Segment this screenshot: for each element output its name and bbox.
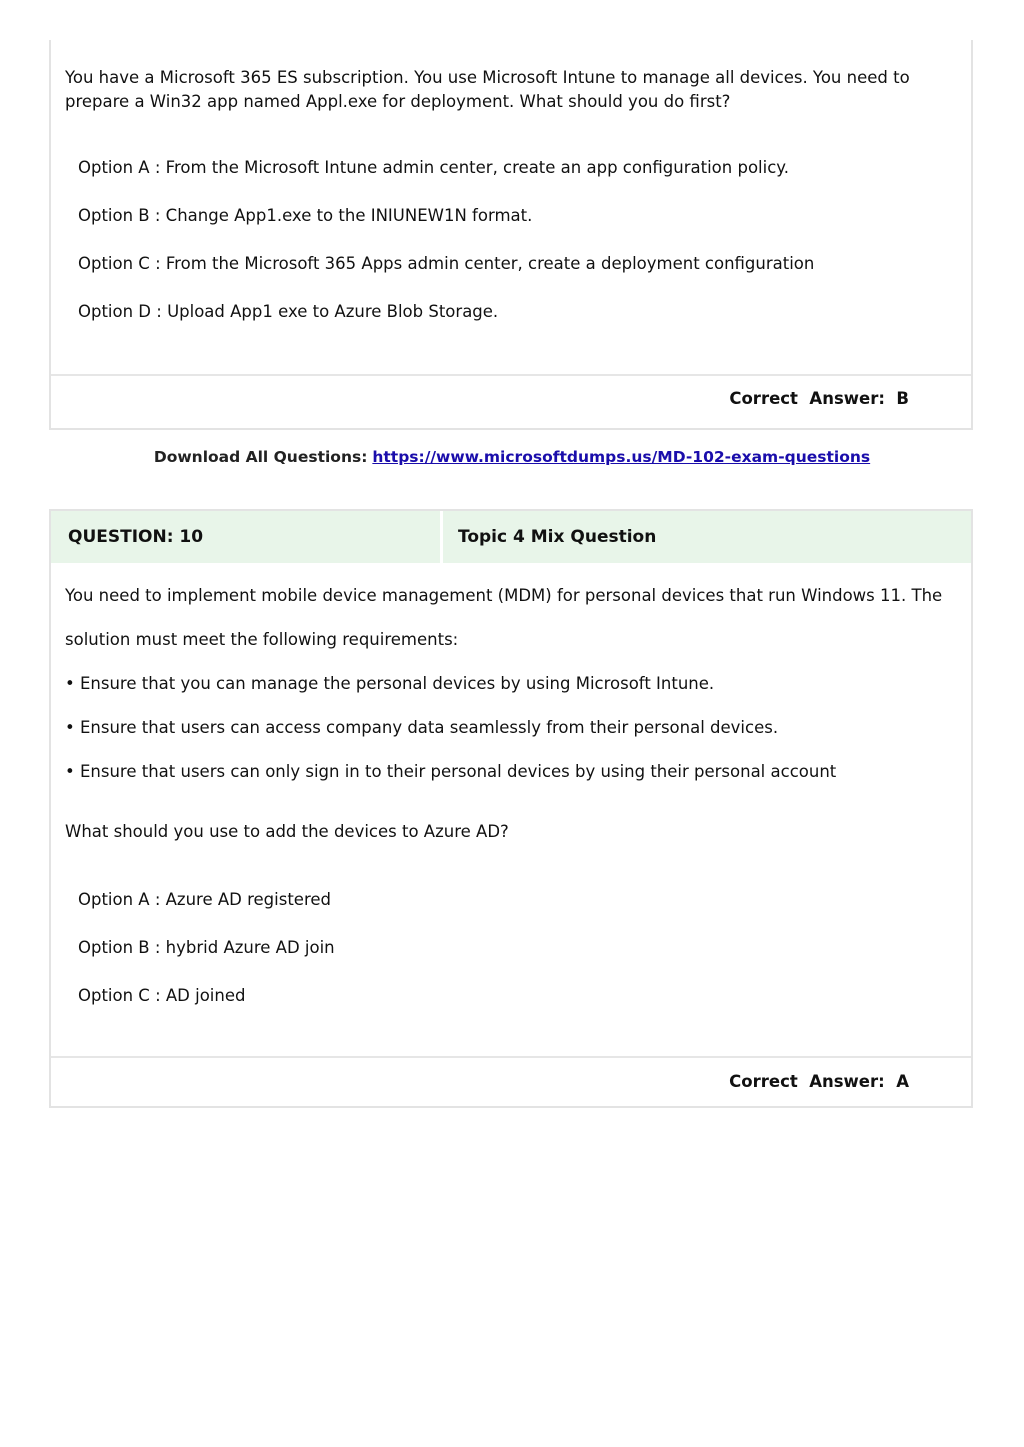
question-topic: Topic 4 Mix Question <box>458 527 657 547</box>
download-label: Download All Questions: <box>153 448 368 466</box>
requirement-item: • Ensure that users can only sign in to their personal devices by using their personal account <box>65 762 837 781</box>
divider <box>51 1056 971 1058</box>
option-c: Option C : AD joined <box>78 986 246 1005</box>
question-number: QUESTION: 10 <box>51 511 443 563</box>
correct-answer: Correct Answer: A <box>729 1072 909 1091</box>
question-card-10 <box>49 509 973 1108</box>
question-text: You have a Microsoft 365 ES subscription. You use Microsoft Intune to manage all devices. You need to prepare a Win32 app named Appl.exe for deployment. What should you do first? <box>65 68 910 111</box>
option-b: Option B : hybrid Azure AD join <box>78 938 335 957</box>
option-a: Option A : Azure AD registered <box>78 890 332 909</box>
correct-answer: Correct Answer: B <box>729 389 909 408</box>
divider <box>51 374 971 376</box>
question-line: solution must meet the following requirements: <box>65 630 459 649</box>
requirement-item: • Ensure that users can access company data seamlessly from their personal devices. <box>65 718 779 737</box>
download-banner <box>0 448 1024 466</box>
question-prompt: What should you use to add the devices to Azure AD? <box>65 822 509 841</box>
download-link[interactable]: https://www.microsoftdumps.us/MD-102-exam-questions <box>372 448 871 466</box>
option-a: Option A : From the Microsoft Intune admin center, create an app configuration policy. <box>78 158 789 177</box>
option-c: Option C : From the Microsoft 365 Apps admin center, create a deployment configuration <box>78 254 815 273</box>
question-line: You need to implement mobile device management (MDM) for personal devices that run Windows 11. The <box>65 586 943 605</box>
question-card-9 <box>49 40 973 430</box>
requirement-item: • Ensure that you can manage the personal devices by using Microsoft Intune. <box>65 674 715 693</box>
question-header <box>51 511 971 563</box>
option-b: Option B : Change App1.exe to the INIUNEW1N format. <box>78 206 533 225</box>
option-d: Option D : Upload App1 exe to Azure Blob Storage. <box>78 302 499 321</box>
